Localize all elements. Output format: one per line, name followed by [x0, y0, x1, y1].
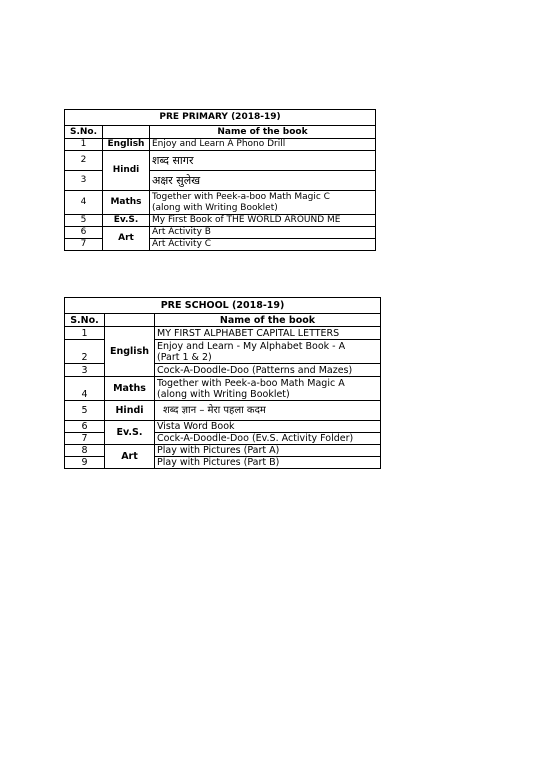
subject-art: Art	[103, 227, 150, 251]
book-name: Enjoy and Learn A Phono Drill	[150, 139, 376, 151]
row-sno: 6	[65, 421, 105, 433]
book-name-line-2: (along with Writing Booklet)	[157, 388, 290, 400]
header-book-name: Name of the book	[155, 314, 381, 327]
row-sno: 6	[65, 227, 103, 239]
book-name: Play with Pictures (Part B)	[155, 457, 381, 469]
row-sno: 8	[65, 445, 105, 457]
row-sno: 5	[65, 215, 103, 227]
pre-primary-table	[64, 109, 376, 251]
row-sno: 4	[65, 191, 103, 215]
book-name: शब्द सागर	[150, 151, 376, 171]
book-name	[150, 191, 376, 215]
book-name: Art Activity C	[150, 239, 376, 251]
header-book-name: Name of the book	[150, 126, 376, 139]
subject-hindi: Hindi	[105, 401, 155, 421]
row-sno: 7	[65, 433, 105, 445]
book-name: Art Activity B	[150, 227, 376, 239]
subject-english: English	[105, 327, 155, 377]
book-name-line-2: (along with Writing Booklet)	[152, 202, 278, 213]
header-sno: S.No.	[65, 126, 103, 139]
book-name: Cock-A-Doodle-Doo (Ev.S. Activity Folder)	[155, 433, 381, 445]
subject-hindi: Hindi	[103, 151, 150, 191]
row-sno: 5	[65, 401, 105, 421]
book-name: Play with Pictures (Part A)	[155, 445, 381, 457]
row-sno: 2	[65, 340, 105, 364]
row-sno: 3	[65, 364, 105, 377]
book-name: Vista Word Book	[155, 421, 381, 433]
header-subject	[105, 314, 155, 327]
row-sno: 9	[65, 457, 105, 469]
book-name	[155, 340, 381, 364]
book-name: My First Book of THE WORLD AROUND ME	[150, 215, 376, 227]
header-subject	[103, 126, 150, 139]
row-sno: 1	[65, 139, 103, 151]
subject-evs: Ev.S.	[105, 421, 155, 445]
row-sno: 7	[65, 239, 103, 251]
subject-english: English	[103, 139, 150, 151]
book-name: शब्द ज्ञान – मेरा पहला कदम	[155, 401, 381, 421]
header-sno: S.No.	[65, 314, 105, 327]
book-name: अक्षर सुलेख	[150, 171, 376, 191]
row-sno: 3	[65, 171, 103, 191]
row-sno: 4	[65, 377, 105, 401]
table-title: PRE SCHOOL (2018-19)	[65, 298, 381, 314]
book-name-line-1: Together with Peek-a-boo Math Magic A	[157, 377, 345, 389]
table-title: PRE PRIMARY (2018-19)	[65, 110, 376, 126]
book-name-line-1: Enjoy and Learn - My Alphabet Book - A	[157, 340, 346, 352]
pre-school-table	[64, 297, 381, 469]
book-name	[155, 377, 381, 401]
subject-maths: Maths	[105, 377, 155, 401]
row-sno: 2	[65, 151, 103, 171]
book-name-line-1: Together with Peek-a-boo Math Magic C	[152, 191, 330, 202]
book-name: MY FIRST ALPHABET CAPITAL LETTERS	[155, 327, 381, 340]
subject-maths: Maths	[103, 191, 150, 215]
subject-evs: Ev.S.	[103, 215, 150, 227]
book-name: Cock-A-Doodle-Doo (Patterns and Mazes)	[155, 364, 381, 377]
book-name-line-2: (Part 1 & 2)	[157, 351, 212, 363]
subject-art: Art	[105, 445, 155, 469]
row-sno: 1	[65, 327, 105, 340]
